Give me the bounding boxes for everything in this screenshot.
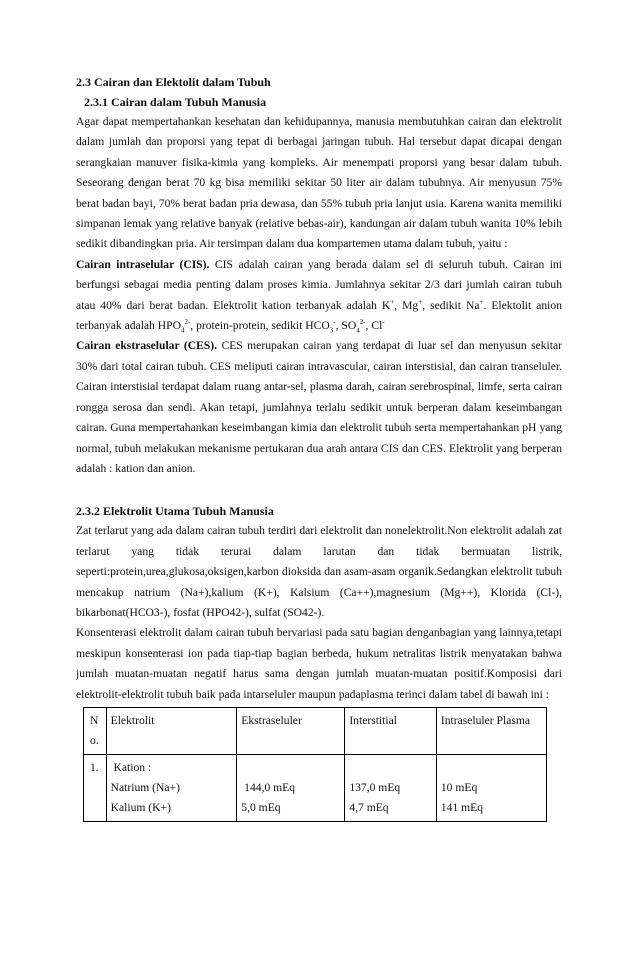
table-header-row (84, 707, 547, 754)
header-elektrolit: Elektrolit (106, 707, 237, 754)
paragraph-water: Agar dapat mempertahankan kesehatan dan kehidupannya, manusia membutuhkan cairan dan elektrolit dalam jumlah dan proporsi yang tepat di berbagai jaringan tubuh. Hal tersebut dapat dicapai dengan serangkaian manuver fisika-kimia yang kompleks. Air menempati proporsi yang besar dalam tubuh. Seseorang dengan berat 70 kg bisa memiliki sekitar 50 liter air dalam tubuhnya. Air menyusun 75% berat badan bayi, 70% berat badan pria dewasa, dan 55% tubuh pria lanjut usia. Karena wanita memiliki simpanan lemak yang relative banyak (relative bebas-air), kandungan air dalam tubuh wanita 10% lebih sedikit dibandingkan pria. Air tersimpan dalam dua kompartemen utama dalam tubuh, yaitu : (76, 115, 562, 251)
header-interstitial: Interstitial (345, 707, 437, 754)
cis-sub: 4 (180, 326, 185, 335)
cis-sup: 2- (359, 318, 366, 327)
cell-interstitial (345, 754, 437, 821)
cis-sub: 3 (329, 326, 334, 335)
ces-text: CES merupakan cairan yang terdapat di luar sel dan menyusun sekitar 30% dari total cairan tubuh. CES meliputi cairan intravascular, cairan interstisial, dan cairan transeluler. Cairan interstisial terdapat dalam ruang antar-sel, plasma darah, cairan serebrospinal, limfe, serta cairan rongga serosa dan sendi. Akan tetapi, jumlahnya terlalu sedikit untuk berperan dalam keseimbangan cairan. Guna mempertahankan keseimbangan kimia dan elektrolit tubuh serta mempertahankan pH yang normal, tubuh melakukan mekanisme pertukaran dua arah antara CIS dan CES. Elektrolit yang berperan adalah : kation dan anion. (76, 339, 563, 475)
cis-sup: 2- (184, 318, 191, 327)
cis-text: , sedikit Na (422, 298, 480, 312)
value-intra: 10 mEq (440, 780, 478, 794)
electrolyte-table (83, 707, 547, 822)
value-ekstra: 144,0 mEq (241, 780, 296, 794)
value-intra: 141 mEq (440, 800, 484, 814)
cis-sup: + (390, 297, 395, 306)
cis-text: . Elektolit anion terbanyak adalah HPO (76, 298, 562, 333)
header-ekstraseluler: Ekstraseluler (237, 707, 345, 754)
row-no: 1. (84, 754, 107, 821)
document-page (76, 72, 562, 822)
paragraph-concentration: Konsenterasi elektrolit dalam cairan tubuh bervariasi pada satu bagian denganbagian yang lainnya,tetapi meskipun konsenterasi ion pada tiap-tiap bagian berbeda, hukum netralitas listrik menyatakan bahwa jumlah muatan-muatan negatif harus sama dengan jumlah muatan-muatan positif.Komposisi dari elektrolit-elektrolit tubuh baik pada intarseluler maupun padaplasma terinci dalam tabel di bawah ini : (76, 626, 562, 701)
header-no: No. (84, 707, 107, 754)
group-label: Kation : (110, 760, 152, 774)
value-ekstra: 5,0 mEq (241, 800, 281, 814)
header-intraseluler: Intraseluler Plasma (436, 707, 546, 754)
section-heading: 2.3 Cairan dan Elektolit dalam Tubuh (76, 75, 271, 89)
cis-text: CIS adalah cairan yang berada dalam sel di seluruh tubuh. Cairan ini berfungsi sebagai media penting dalam proses kimia. Jumlahnya sekitar 2/3 dari jumlah cairan tubuh atau 40% dari berat badan. Elektrolit kation terbanyak adalah K (76, 257, 563, 312)
paragraph-electrolytes: Zat terlarut yang ada dalam cairan tubuh terdiri dari elektrolit dan nonelektrolit.Non elektrolit adalah zat terlarut yang tidak terurai dalam larutan dan tidak bermuatan listrik, seperti:protein,urea,glukosa,oksigen,karbon dioksida dan asam-asam organik.Sedangkan elektrolit tubuh mencakup natrium (Na+),kalium (K+), Kalsium (Ca++),magnesium (Mg++), Klorida (Cl-), bikarbonat(HCO3-), fosfat (HPO42-), sulfat (SO42-). (76, 524, 562, 619)
cis-text: , Cl (365, 319, 383, 333)
cell-ekstraseluler (237, 754, 345, 821)
cis-text: , SO (335, 319, 357, 333)
subsection-heading-2: 2.3.2 Elektrolit Utama Tubuh Manusia (76, 504, 274, 519)
cis-sup: + (418, 297, 423, 306)
paragraph-cis (76, 255, 562, 337)
item-name: Kalium (K+) (110, 800, 171, 814)
cis-label: Cairan intraselular (CIS). (76, 257, 210, 271)
value-inter: 4,7 mEq (349, 800, 389, 814)
cis-sup: - (382, 318, 385, 327)
cell-elektrolit (106, 754, 237, 821)
cell-intraseluler (436, 754, 546, 821)
value-inter: 137,0 mEq (349, 780, 401, 794)
cis-sup: + (479, 297, 484, 306)
paragraph-ces (76, 336, 562, 479)
item-name: Natrium (Na+) (110, 780, 180, 794)
cis-sub: 4 (356, 326, 360, 335)
cis-text: , protein-protein, sedikit HCO (190, 319, 330, 333)
table-row (84, 754, 547, 821)
cis-text: , Mg (394, 298, 419, 312)
cis-sup: - (333, 318, 336, 327)
subsection-heading-1: 2.3.1 Cairan dalam Tubuh Manusia (84, 95, 267, 109)
ces-label: Cairan ekstraselular (CES). (76, 339, 218, 353)
